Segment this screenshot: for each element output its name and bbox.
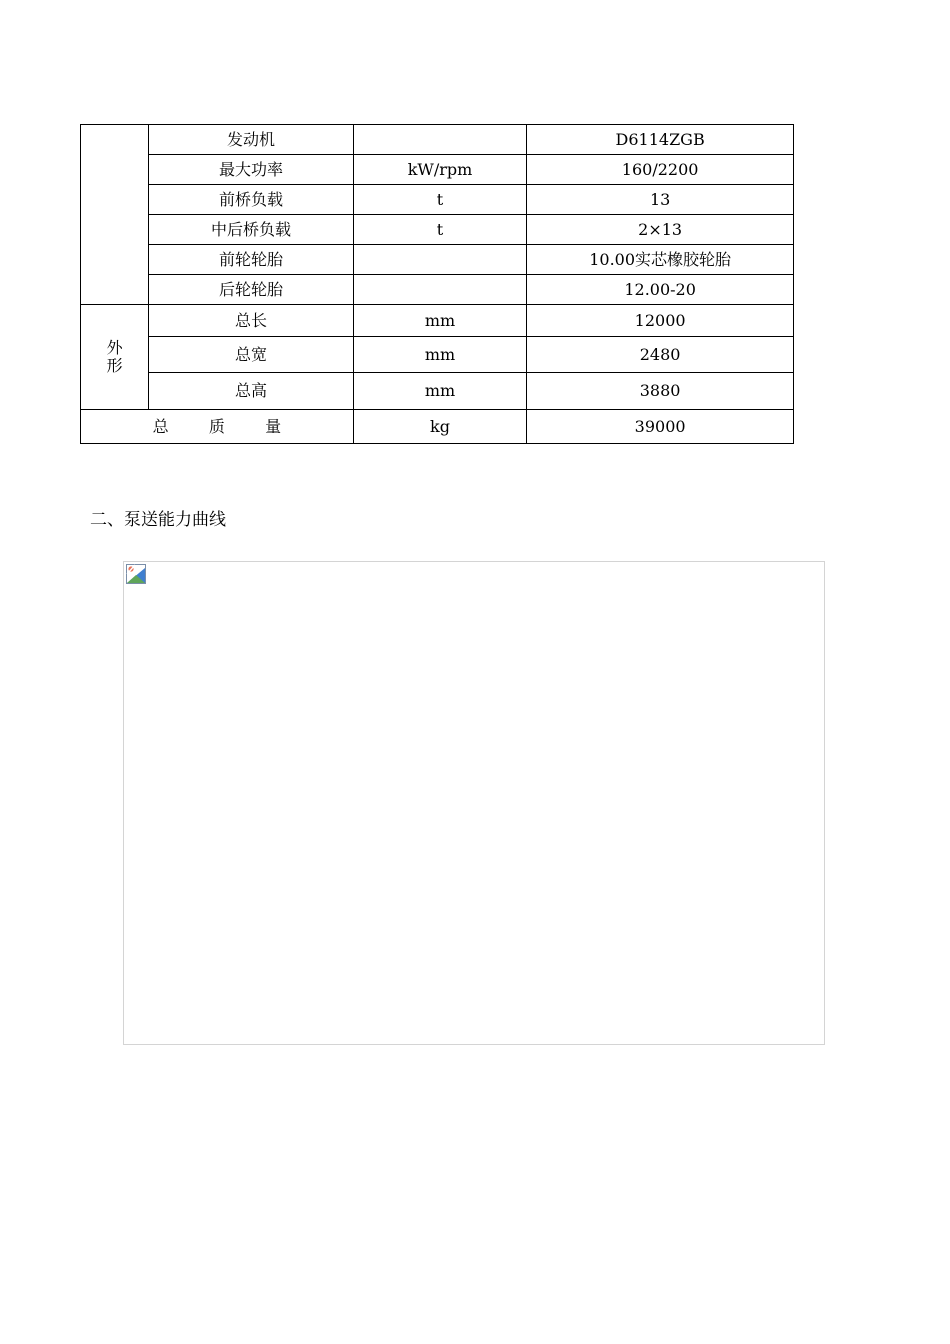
row-unit: t bbox=[353, 215, 526, 245]
row-unit bbox=[353, 125, 526, 155]
row-value: 13 bbox=[527, 185, 794, 215]
table-row bbox=[81, 305, 794, 337]
table-row bbox=[81, 373, 794, 410]
total-value: 39000 bbox=[527, 410, 794, 444]
row-unit: mm bbox=[353, 373, 526, 410]
row-value: 10.00实芯橡胶轮胎 bbox=[527, 245, 794, 275]
total-label-text: 总 质 量 bbox=[152, 416, 299, 436]
row-label: 中后桥负载 bbox=[149, 215, 354, 245]
row-value: 3880 bbox=[527, 373, 794, 410]
row-unit: kW/rpm bbox=[353, 155, 526, 185]
section-heading: 二、泵送能力曲线 bbox=[90, 510, 226, 530]
row-unit: mm bbox=[353, 337, 526, 373]
row-value: 12000 bbox=[527, 305, 794, 337]
table-row bbox=[81, 245, 794, 275]
spec-table bbox=[80, 124, 794, 444]
row-value: 160/2200 bbox=[527, 155, 794, 185]
row-unit: mm bbox=[353, 305, 526, 337]
row-label: 最大功率 bbox=[149, 155, 354, 185]
broken-image-icon bbox=[126, 564, 146, 584]
table-row bbox=[81, 155, 794, 185]
pumping-curve-image bbox=[123, 561, 825, 1045]
outline-group-label: 外形 bbox=[106, 338, 123, 375]
table-row bbox=[81, 125, 794, 155]
row-label: 总宽 bbox=[149, 337, 354, 373]
row-value: D6114ZGB bbox=[527, 125, 794, 155]
table-row-total bbox=[81, 410, 794, 444]
total-label bbox=[81, 410, 354, 444]
row-label: 前轮轮胎 bbox=[149, 245, 354, 275]
group-cell-outline bbox=[81, 305, 149, 410]
row-value: 2×13 bbox=[527, 215, 794, 245]
row-value: 2480 bbox=[527, 337, 794, 373]
table-row bbox=[81, 185, 794, 215]
table-row bbox=[81, 337, 794, 373]
row-label: 发动机 bbox=[149, 125, 354, 155]
row-label: 前桥负载 bbox=[149, 185, 354, 215]
table-row bbox=[81, 215, 794, 245]
table-row bbox=[81, 275, 794, 305]
row-unit bbox=[353, 275, 526, 305]
group-cell-blank bbox=[81, 125, 149, 305]
row-label: 总高 bbox=[149, 373, 354, 410]
row-unit: t bbox=[353, 185, 526, 215]
row-label: 后轮轮胎 bbox=[149, 275, 354, 305]
row-value: 12.00-20 bbox=[527, 275, 794, 305]
row-label: 总长 bbox=[149, 305, 354, 337]
total-unit: kg bbox=[353, 410, 526, 444]
row-unit bbox=[353, 245, 526, 275]
